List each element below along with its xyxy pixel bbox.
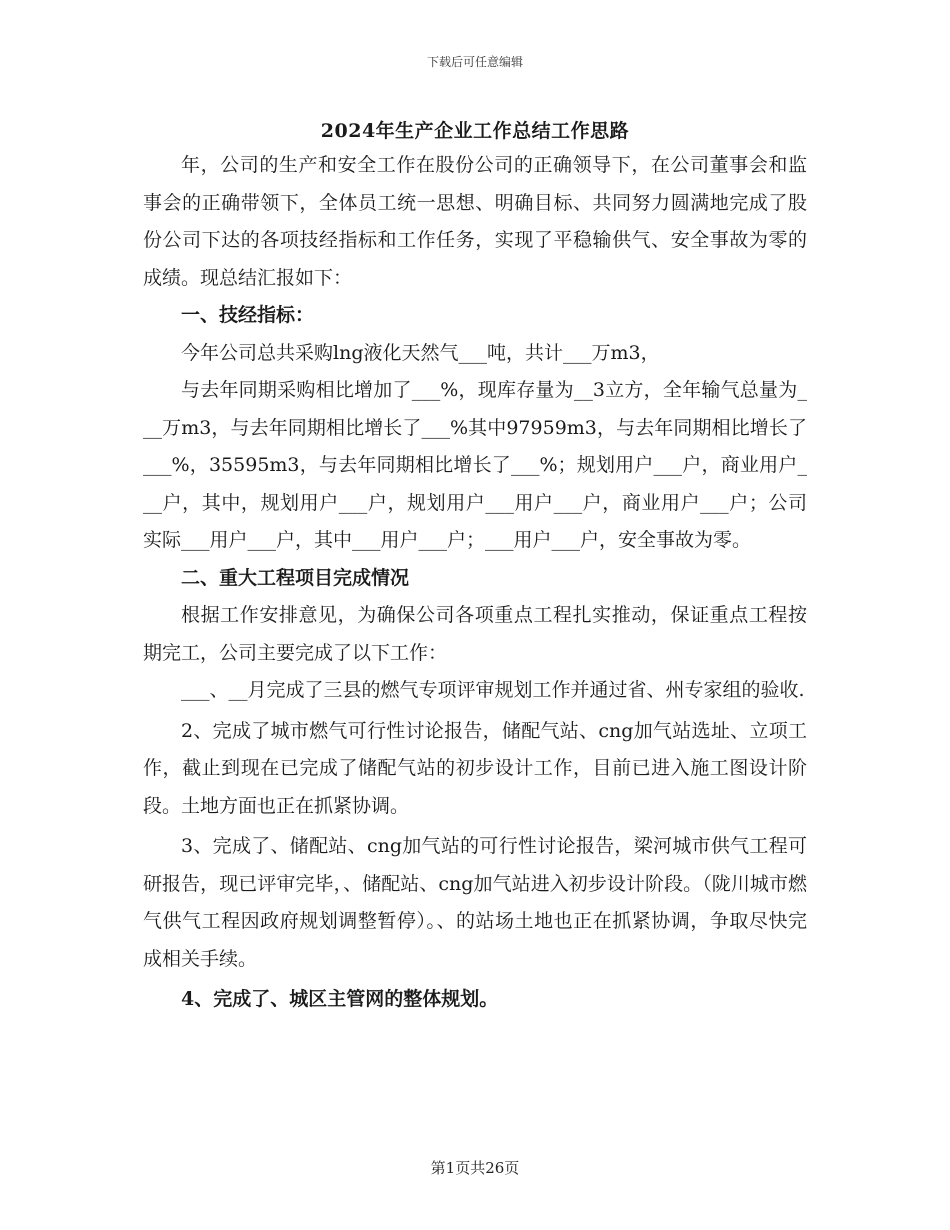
document-body xyxy=(143,147,807,1019)
page-number: 第1页共26页 xyxy=(430,1159,520,1177)
list-item: 3、完成了、储配站、cng加气站的可行性讨论报告，梁河城市供气工程可研报告，现已评审完毕，、储配站、cng加气站进入初步设计阶段。（陇川城市燃气供气工程因政府规划调整暂停）。、的站场土地也正在抓紧协调，争取尽快完成相关手续。 xyxy=(143,835,807,970)
list-item: ___、__月完成了三县的燃气专项评审规划工作并通过省、州专家组的验收. xyxy=(181,679,805,701)
section-heading-projects: 二、重大工程项目完成情况 xyxy=(181,566,410,589)
list-item-bold: 4、完成了、城区主管网的整体规划。 xyxy=(181,988,499,1010)
header-note: 下载后可任意编辑 xyxy=(426,55,523,69)
document-title: 2024年生产企业工作总结工作思路 xyxy=(320,120,630,142)
intro-paragraph: 年，公司的生产和安全工作在股份公司的正确领导下，在公司董事会和监事会的正确带领下，全体员工统一思想、明确目标、共同努力圆满地完成了股份公司下达的各项技经指标和工作任务，实现了平稳输供气、安全事故为零的成绩。现总结汇报如下： xyxy=(143,154,807,289)
section-heading-indicators: 一、技经指标： xyxy=(181,304,315,326)
body-paragraph: 与去年同期采购相比增加了___%，现库存量为__3立方，全年输气总量为___万m3，与去年同期相比增长了___%其中97959m3，与去年同期相比增长了___%，35595m3，与去年同期相比增长了___%；规划用户___户，商业用户___户，其中，规划用户___户，规划用户___用户___户，商业用户___户；公司实际___用户___户，其中___用户___户；___用户___户，安全事故为零。 xyxy=(143,379,807,551)
list-item: 2、完成了城市燃气可行性讨论报告，储配气站、cng加气站选址、立项工作，截止到现在已完成了储配气站的初步设计工作，目前已进入施工图设计阶段。土地方面也正在抓紧协调。 xyxy=(143,719,807,817)
body-paragraph: 根据工作安排意见，为确保公司各项重点工程扎实推动，保证重点工程按期完工，公司主要完成了以下工作： xyxy=(143,604,807,664)
body-paragraph: 今年公司总共采购lng液化天然气___吨，共计___万m3， xyxy=(181,341,660,364)
